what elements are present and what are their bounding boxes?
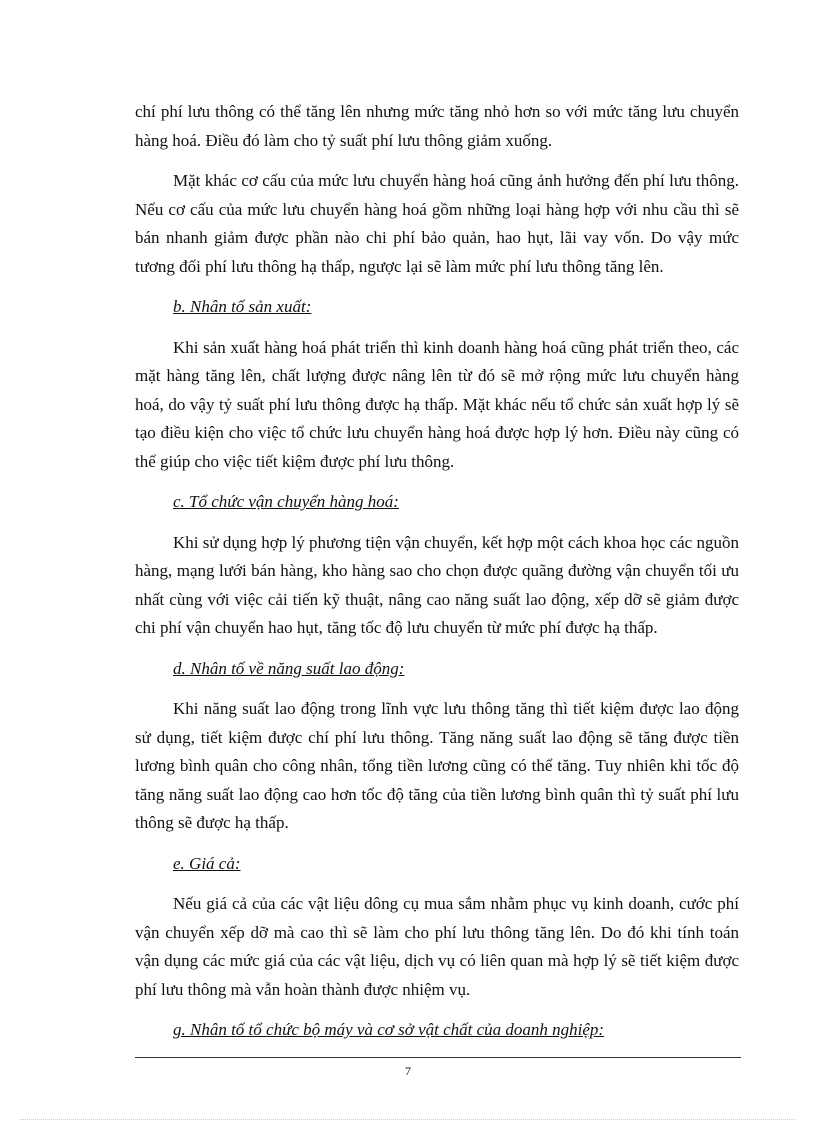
heading-organization-structure: g. Nhân tố tổ chức bộ máy và cơ sở vật chất của doanh nghiệp: [173, 1020, 605, 1039]
heading-production-factor: b. Nhân tố sản xuất: [173, 297, 312, 316]
paragraph-transport-organization: Khi sử dụng hợp lý phương tiện vận chuyển, kết hợp một cách khoa học các nguồn hàng, mạng lưới bán hàng, kho hàng sao cho chọn được quãng đường vận chuyển tối ưu nhất cùng với việc cải tiến kỹ thuật, nâng cao năng suất lao động, xếp dỡ sẽ giảm được chi phí vận chuyển hao hụt, tăng tốc độ lưu chuyển từ mức phí được hạ thấp. [135, 532, 739, 637]
heading-price: e. Giá cả: [173, 853, 241, 873]
heading-transport-organization: c. Tổ chức vận chuyển hàng hoá: [173, 492, 399, 511]
paragraph-structure-factor: Mặt khác cơ cấu của mức lưu chuyển hàng hoá cũng ảnh hưởng đến phí lưu thông. Nếu cơ cấu của mức lưu chuyển hàng hoá gồm những loại hàng hợp với nhu cầu thì sẽ bán nhanh giảm được phần nào chi phí bảo quản, hao hụt, lãi vay vốn. Do vậy mức tương đối phí lưu thông hạ thấp, ngược lại sẽ làm mức phí lưu thông tăng lên. [135, 171, 739, 276]
paragraph-production-factor: Khi sản xuất hàng hoá phát triển thì kinh doanh hàng hoá cũng phát triển theo, các mặt hàng tăng lên, chất lượng được nâng lên từ đó sẽ mở rộng mức lưu chuyển hàng hoá, do vậy tỷ suất phí lưu thông được hạ thấp. Mặt khác nếu tổ chức sản xuất hợp lý sẽ tạo điều kiện cho việc tổ chức lưu chuyển hàng hoá được hợp lý hơn. Điều này cũng có thể giúp cho việc tiết kiệm được phí lưu thông. [135, 337, 739, 471]
paragraph-labor-productivity: Khi năng suất lao động trong lĩnh vực lưu thông tăng thì tiết kiệm được lao động sử dụng, tiết kiệm được chí phí lưu thông. Tăng năng suất lao động sẽ tăng được tiền lương bình quân cho công nhân, tổng tiền lương cũng có thể tăng. Tuy nhiên khi tốc độ tăng năng suất lao động cao hơn tốc độ tăng của tiền lương bình quân thì tỷ suất phí lưu thông sẽ được hạ thấp. [135, 699, 739, 832]
paragraph-price: Nếu giá cả của các vật liệu dông cụ mua sắm nhằm phục vụ kinh doanh, cước phí vận chuyển xếp dỡ mà cao thì sẽ làm cho phí lưu thông tăng lên. Do đó khi tính toán vận dụng các mức giá của các vật liệu, dịch vụ có liên quan mà hợp lý sẽ tiết kiệm được phí lưu thông mà vẫn hoàn thành được nhiệm vụ. [135, 894, 739, 999]
heading-labor-productivity: d. Nhân tố về năng suất lao động: [173, 658, 405, 678]
footer-divider [135, 1057, 741, 1058]
page-body [135, 98, 739, 1057]
paragraph-continuation: chí phí lưu thông có thể tăng lên nhưng mức tăng nhỏ hơn so với mức tăng lưu chuyển hàng hoá. Điều đó làm cho tỷ suất phí lưu thông giảm xuống. [135, 102, 739, 150]
page-number: 7 [405, 1064, 411, 1078]
page-bottom-border [20, 1119, 796, 1120]
